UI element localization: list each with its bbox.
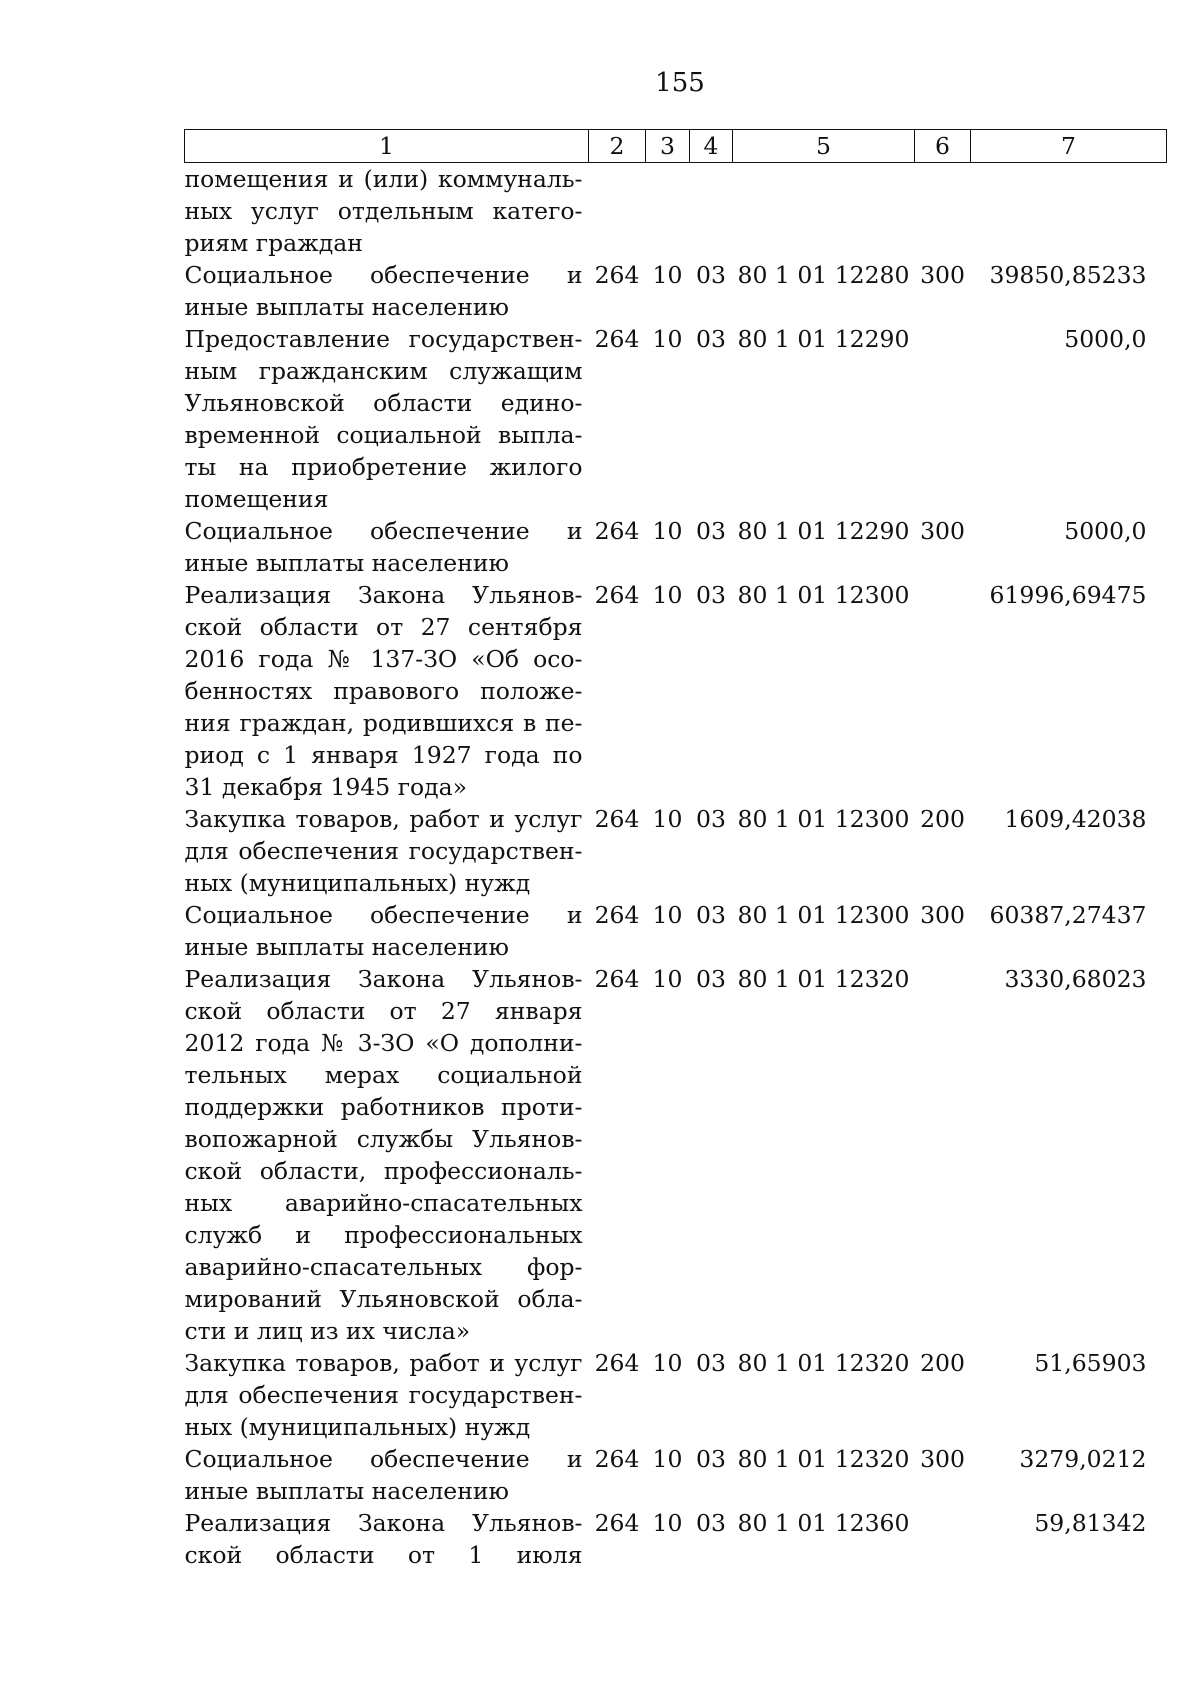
cell-subsection: 03 [696,1509,726,1537]
page-number: 155 [655,68,705,98]
name-line: мирований Ульяновской обла- [184,1285,583,1313]
name-line: ты на приобретение жилого [184,453,583,481]
name-line: поддержки работников проти- [184,1093,583,1121]
column-header-7: 7 [971,130,1167,163]
name-line: помещения [184,485,329,513]
name-line: ным гражданским служащим [184,357,583,385]
name-line: риям граждан [184,229,363,257]
cell-amount: 51,65903 [1034,1349,1147,1377]
cell-section: 10 [652,325,683,353]
cell-expense-type: 200 [920,805,965,833]
table-row [185,259,1167,323]
cell-name [185,259,589,323]
cell-section: 10 [652,1445,683,1473]
cell-expense-type: 300 [920,261,965,289]
name-line: иные выплаты населению [184,933,509,961]
table-row [185,323,1167,515]
cell-amount [971,163,1167,260]
cell-target-article: 80 1 01 12300 [737,805,910,833]
column-header-5: 5 [733,130,915,163]
name-line: бенностях правового положе- [184,677,583,705]
name-line: ской области от 27 января [184,997,583,1025]
cell-section [646,163,690,260]
name-line: Закупка товаров, работ и услуг [184,1349,583,1377]
name-line: иные выплаты населению [184,1477,509,1505]
table-row [185,899,1167,963]
cell-expense-type: 300 [920,517,965,545]
cell-name [185,163,589,260]
name-line: 2012 года № 3-ЗО «О дополни- [184,1029,583,1057]
cell-name [185,1507,589,1571]
name-line: временной социальной выпла- [184,421,583,449]
name-line: Социальное обеспечение и [184,517,583,545]
name-line: Реализация Закона Ульянов- [184,581,583,609]
cell-expense-type [915,963,971,1347]
cell-section: 10 [652,581,683,609]
cell-chapter: 264 [594,1349,640,1377]
cell-expense-type [915,163,971,260]
cell-chapter: 264 [594,901,640,929]
table-row [185,803,1167,899]
name-line: Закупка товаров, работ и услуг [184,805,583,833]
table-body [185,163,1167,1572]
cell-amount: 60387,27437 [989,901,1147,929]
budget-table [184,129,1167,1571]
cell-expense-type: 300 [920,901,965,929]
table-row [185,963,1167,1347]
header-row [185,130,1167,163]
name-line: Ульяновской области едино- [184,389,583,417]
name-line: ных (муниципальных) нужд [184,1413,531,1441]
name-line: тельных мерах социальной [184,1061,583,1089]
cell-chapter: 264 [594,1509,640,1537]
name-line: ской области, профессиональ- [184,1157,583,1185]
name-line: Социальное обеспечение и [184,1445,583,1473]
name-line: Социальное обеспечение и [184,261,583,289]
cell-target-article: 80 1 01 12320 [737,1445,910,1473]
cell-name [185,803,589,899]
cell-subsection: 03 [696,901,726,929]
cell-chapter: 264 [594,805,640,833]
cell-section: 10 [652,517,683,545]
cell-chapter: 264 [594,1445,640,1473]
column-header-4: 4 [690,130,733,163]
cell-subsection: 03 [696,325,726,353]
cell-name [185,515,589,579]
name-line: ской области от 27 сентября [184,613,583,641]
name-line: аварийно-спасательных фор- [184,1253,583,1281]
cell-expense-type: 300 [920,1445,965,1473]
cell-chapter [589,163,646,260]
name-line: служб и профессиональных [184,1221,583,1249]
cell-amount: 3330,68023 [1004,965,1147,993]
cell-subsection: 03 [696,581,726,609]
cell-chapter: 264 [594,261,640,289]
cell-target-article: 80 1 01 12300 [737,901,910,929]
name-line: Реализация Закона Ульянов- [184,1509,583,1537]
cell-subsection: 03 [696,1349,726,1377]
cell-subsection: 03 [696,805,726,833]
cell-chapter: 264 [594,581,640,609]
name-line: иные выплаты населению [184,549,509,577]
column-header-1: 1 [185,130,589,163]
name-line: сти и лиц из их числа» [184,1317,471,1345]
cell-subsection: 03 [696,1445,726,1473]
table-row [185,1443,1167,1507]
cell-name [185,899,589,963]
name-line: ных услуг отдельным катего- [184,197,583,225]
cell-section: 10 [652,1509,683,1537]
cell-amount: 1609,42038 [1004,805,1147,833]
cell-chapter: 264 [594,325,640,353]
cell-subsection: 03 [696,965,726,993]
name-line: ния граждан, родившихся в пе- [184,709,583,737]
column-header-2: 2 [589,130,646,163]
cell-target-article: 80 1 01 12290 [737,517,910,545]
name-line: иные выплаты населению [184,293,509,321]
cell-name [185,1347,589,1443]
cell-name [185,579,589,803]
cell-amount: 5000,0 [1064,517,1147,545]
cell-section: 10 [652,1349,683,1377]
table-row [185,579,1167,803]
name-line: ской области от 1 июля [184,1541,583,1569]
cell-subsection: 03 [696,517,726,545]
cell-name [185,323,589,515]
cell-expense-type: 200 [920,1349,965,1377]
cell-target-article [733,163,915,260]
name-line: 31 декабря 1945 года» [184,773,468,801]
name-line: Социальное обеспечение и [184,901,583,929]
cell-subsection: 03 [696,261,726,289]
cell-amount: 3279,0212 [1019,1445,1147,1473]
cell-target-article: 80 1 01 12320 [737,1349,910,1377]
cell-section: 10 [652,965,683,993]
name-line: ных аварийно-спасательных [184,1189,583,1217]
cell-expense-type [915,323,971,515]
cell-amount: 39850,85233 [989,261,1147,289]
table-header [185,130,1167,163]
cell-amount: 61996,69475 [989,581,1147,609]
cell-amount: 59,81342 [1034,1509,1147,1537]
cell-target-article: 80 1 01 12360 [737,1509,910,1537]
name-line: для обеспечения государствен- [184,837,583,865]
cell-name [185,1443,589,1507]
cell-name [185,963,589,1347]
column-header-6: 6 [915,130,971,163]
column-header-3: 3 [646,130,690,163]
name-line: 2016 года № 137-ЗО «Об осо- [184,645,583,673]
name-line: ных (муниципальных) нужд [184,869,531,897]
table-row [185,1507,1167,1571]
name-line: помещения и (или) коммуналь- [184,165,583,193]
name-line: для обеспечения государствен- [184,1381,583,1409]
cell-target-article: 80 1 01 12290 [737,325,910,353]
table-row [185,163,1167,260]
name-line: Предоставление государствен- [184,325,583,353]
cell-chapter: 264 [594,965,640,993]
cell-section: 10 [652,805,683,833]
table-row [185,515,1167,579]
cell-expense-type [915,579,971,803]
cell-target-article: 80 1 01 12280 [737,261,910,289]
cell-section: 10 [652,901,683,929]
cell-amount: 5000,0 [1064,325,1147,353]
table-row [185,1347,1167,1443]
name-line: Реализация Закона Ульянов- [184,965,583,993]
cell-expense-type [915,1507,971,1571]
name-line: риод с 1 января 1927 года по [184,741,583,769]
cell-section: 10 [652,261,683,289]
cell-subsection [690,163,733,260]
name-line: вопожарной службы Ульянов- [184,1125,583,1153]
cell-chapter: 264 [594,517,640,545]
cell-target-article: 80 1 01 12320 [737,965,910,993]
cell-target-article: 80 1 01 12300 [737,581,910,609]
